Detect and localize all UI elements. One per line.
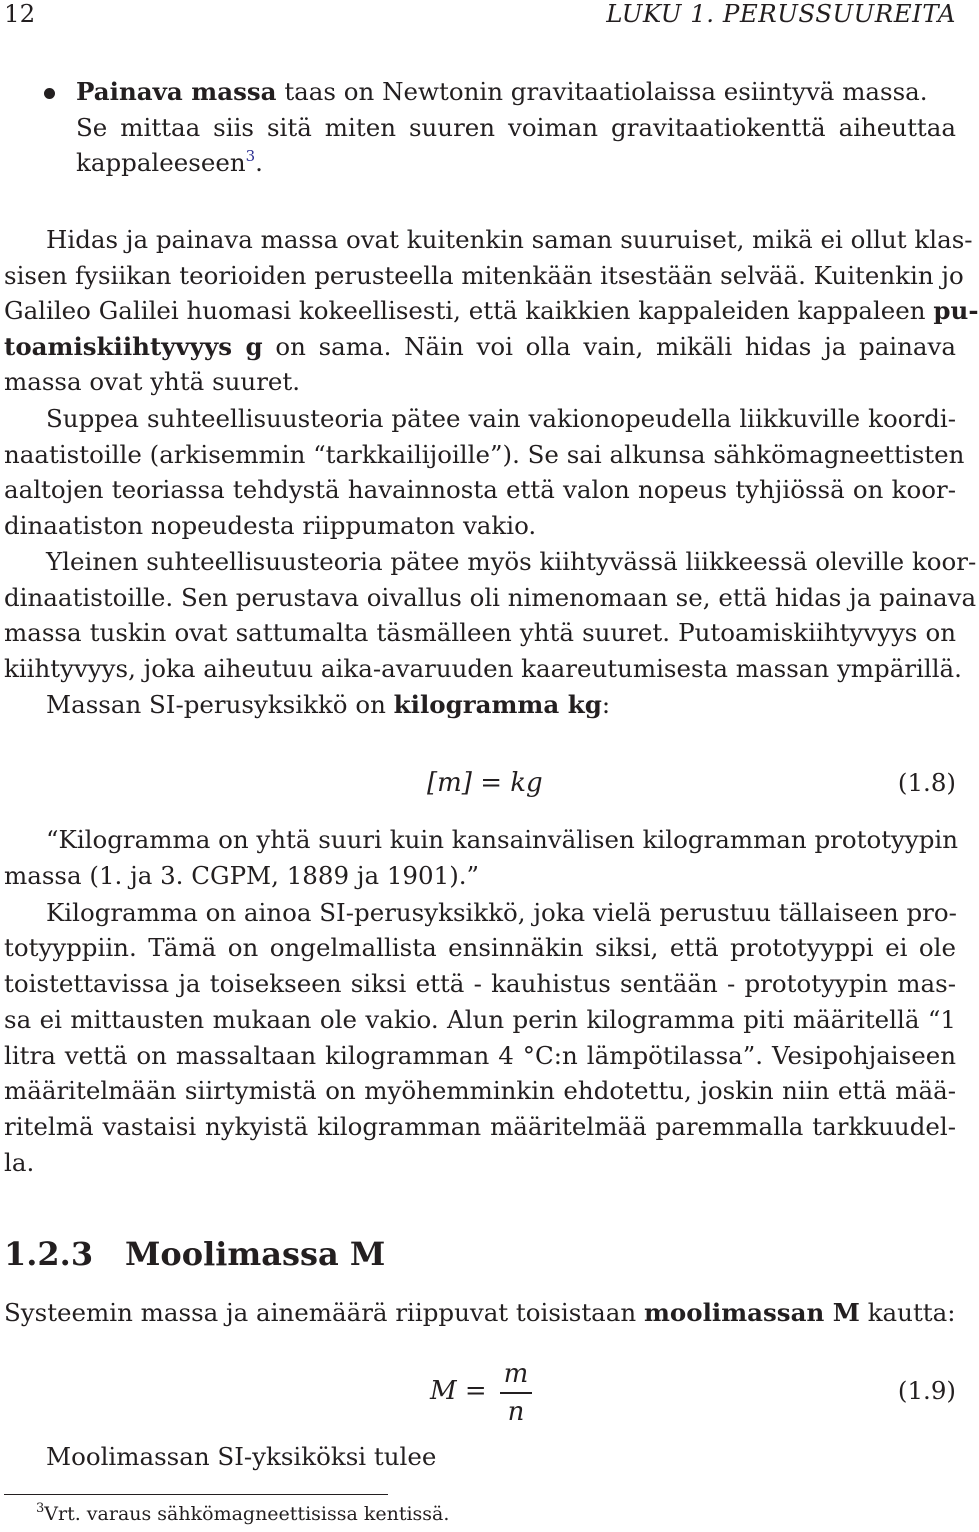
bullet-line-1: Painava massa taas on Newtonin gravitaatiolaissa esiintyvä massa. [76, 77, 928, 106]
text-line: naatistoille (arkisemmin “tarkkailijoille”). Se sai alkunsa sähkömagneettisten [4, 440, 965, 469]
text-line: la. [4, 1148, 35, 1177]
page-number: 12 [4, 0, 36, 28]
fraction-numerator: m [503, 1359, 529, 1389]
equation-body: [m] = kg [427, 768, 543, 798]
section-title: Moolimassa M [125, 1235, 386, 1273]
text-line: toistettavissa ja toisekseen siksi että - kauhistus sentään - prototyypin mas- [4, 969, 956, 998]
equation-lhs: M = [430, 1376, 487, 1406]
text-line: dinaatiston nopeudesta riippumaton vakio. [4, 511, 537, 540]
footnote-rule [4, 1494, 388, 1495]
text-line: aaltojen teoriassa tehdystä havainnosta että valon nopeus tyhjiössä on koor- [4, 475, 956, 504]
equation-number: (1.8) [897, 768, 956, 797]
text-line: massa (1. ja 3. CGPM, 1889 ja 1901).” [4, 861, 480, 890]
text-line: sisen fysiikan teorioiden perusteella mitenkään itsestään selvää. Kuitenkin jo [4, 261, 964, 290]
footnote [36, 1500, 449, 1528]
text-line: Yleinen suhteellisuusteoria pätee myös kiihtyvässä liikkeessä oleville koor- [46, 547, 977, 576]
text-line: massa tuskin ovat sattumalta täsmälleen yhtä suuret. Putoamiskiihtyvyys on [4, 618, 956, 647]
text-line: Kilogramma on ainoa SI-perusyksikkö, joka vielä perustuu tällaiseen pro- [46, 898, 957, 927]
fraction-bar [500, 1392, 532, 1394]
footnote-ref-link[interactable]: 3 [245, 147, 256, 165]
footnote-mark: 3 [36, 1501, 45, 1516]
text-line: massa ovat yhtä suuret. [4, 367, 301, 396]
text-line: kiihtyvyys, joka aiheutuu aika-avaruuden kaareutumisesta massan ympärillä. [4, 654, 962, 683]
text-line: Hidas ja painava massa ovat kuitenkin saman suuruiset, mikä ei ollut klas- [46, 225, 973, 254]
text-line: sa ei mittausten mukaan ole vakio. Alun perin kilogramma piti määritellä “1 [4, 1005, 956, 1034]
text-line: dinaatistoille. Sen perustava oivallus oli nimenomaan se, että hidas ja painava [4, 583, 977, 612]
text-line: ritelmä vastaisi nykyistä kilogramman määritelmää paremmalla tarkkuudel- [4, 1112, 956, 1141]
footnote-text: Vrt. varaus sähkömagneettisissa kentissä. [44, 1503, 450, 1525]
bullet-line-2: Se mittaa siis sitä miten suuren voiman gravitaatiokenttä aiheuttaa [76, 113, 956, 142]
text-line: toamiskiihtyvyys g on sama. Näin voi olla vain, mikäli hidas ja painava [4, 332, 956, 361]
paragraph-si-molar: Moolimassan SI-yksiköksi tulee [46, 1442, 437, 1471]
paragraph-si-unit: Massan SI-perusyksikkö on kilogramma kg: [46, 690, 611, 719]
fraction-denominator: n [507, 1396, 525, 1427]
text-line: litra vettä on massaltaan kilogramman 4 °C:n lämpötilassa”. Vesipohjaiseen [4, 1041, 956, 1070]
bullet-line-3: kappaleeseen$^3$. [76, 147, 263, 177]
text-line: määritelmään siirtymistä on myöhemminkin ehdotettu, joskin niin että mää- [4, 1076, 956, 1105]
text-line: Galileo Galilei huomasi kokeellisesti, että kaikkien kappaleiden kappaleen pu- [4, 296, 979, 325]
chapter-title: LUKU 1. PERUSSUUREITA [606, 0, 956, 28]
text-line: “Kilogramma on yhtä suuri kuin kansainvälisen kilogramman prototyypin [46, 825, 959, 854]
paragraph-molar-mass: Systeemin massa ja ainemäärä riippuvat toisistaan moolimassan M kautta: [4, 1298, 956, 1327]
section-number: 1.2.3 [4, 1235, 94, 1273]
equation-number: (1.9) [897, 1376, 956, 1405]
equation-fraction [500, 1358, 532, 1428]
text-line: Suppea suhteellisuusteoria pätee vain vakionopeudella liikkuville koordi- [46, 404, 956, 433]
bullet-dot-icon [44, 88, 55, 99]
text-line: totyyppiin. Tämä on ongelmallista ensinnäkin siksi, että prototyyppi ei ole [4, 933, 956, 962]
